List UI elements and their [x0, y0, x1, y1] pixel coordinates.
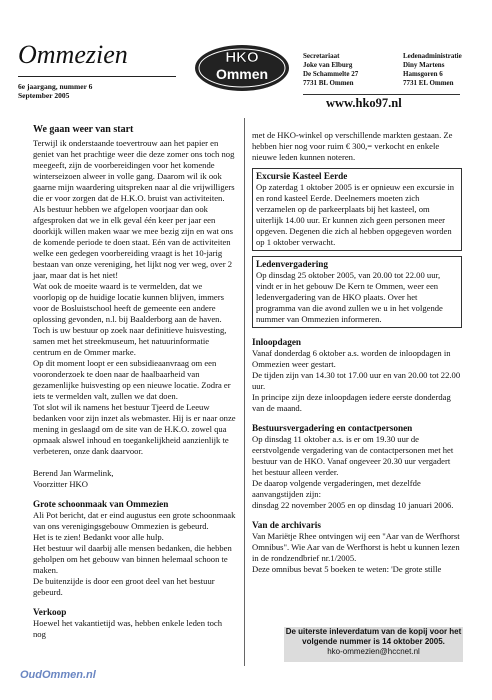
signature-role: Voorzitter HKO — [33, 479, 88, 489]
section-paragraph: Op dinsdag 11 oktober a.s. is er om 19.30 uur de eerstvolgende vergadering van de contactpersonen met het bestuur van de HKO. Vanaf ongeveer 20.30 uur vergadert het bestuur alleen verder. — [252, 434, 454, 477]
section-paragraph: dinsdag 22 november 2005 en op dinsdag 10 januari 2006. — [252, 500, 454, 510]
column-divider — [244, 118, 245, 666]
section-paragraph: Deze omnibus bevat 5 boeken te weten: 'De grote stille — [252, 564, 442, 574]
excursie-box — [252, 168, 462, 251]
issue-number: 6e jaargang, nummer 6 — [18, 82, 93, 91]
section-paragraph: Op zaterdag 1 oktober 2005 is er opnieuw een excursie in en rond kasteel Eerde. Deelnemers moeten zich verzamelen op de parkeerplaats bij het kasteel, om uiterlijk 14.00 uur. Er kunnen zich geen personen meer opgeven. Degenen die zich al hebben opgegeven worden op 1 oktober verwacht. — [256, 182, 455, 247]
issue-date: September 2005 — [18, 90, 70, 100]
email-address[interactable]: hko-ommezien@hccnet.nl — [327, 647, 420, 656]
logo-text-bottom: Ommen — [215, 66, 269, 82]
oudommen-logo: OudOmmen.nl — [20, 669, 96, 681]
article-headline: We gaan weer van start — [33, 124, 134, 135]
section-title-inloopdagen: Inloopdagen — [252, 337, 302, 347]
issue-info — [18, 83, 92, 100]
section-title-bestuursvergadering: Bestuursvergadering en contactpersonen — [252, 423, 413, 433]
newsletter-title: Ommezien — [18, 40, 128, 69]
section-paragraph: Ali Pot bericht, dat er eind augustus een grote schoonmaak van ons verenigingsgebouw Ommezien is gebeurd. — [33, 510, 236, 531]
deadline-notice — [284, 627, 463, 662]
address-rule — [303, 94, 460, 95]
continued-paragraph: met de HKO-winkel op verschillende markten gestaan. Ze hebben hier nog voor ruim € 300,= verkocht en enkele nieuwe leden kunnen noteren. — [252, 130, 453, 162]
section-paragraph: Het is te zien! Bedankt voor alle hulp. — [33, 532, 164, 542]
article-paragraph: Terwijl ik onderstaande toevertrouw aan het papier en geniet van het prachtige weer die deze zomer ons toch nog meegeeft, zijn de voorbereidingen voor het komende winterseizoen alweer in volle gang. Daarom wil ik ook gaarne mijn waardering uitspreken naar al die vrijwilligers die er voor zorgen dat de H.K.O. bruist van activiteiten. Als bestuur hebben we afgelopen voorjaar dan ook afgesproken dat we in elk geval één keer per jaar een doorkijk willen maken waar we mee bezig zijn en wat ons de komende periode te doen staat. Eén van de activiteiten welke een gedegen voorbereiding vraagt is het 10-jarig bestaan van onze vereniging, het lijkt nog ver weg, over 2 jaar, maar dat is het niet! — [33, 138, 235, 280]
section-paragraph: De tijden zijn van 14.30 tot 17.00 uur en van 20.00 tot 22.00 uur. — [252, 370, 461, 391]
section-paragraph: Hoewel het vakantietijd was, hebben enkele leden toch nog — [33, 618, 222, 639]
section-paragraph: De buitenzijde is door een groot deel van het bestuur gebeurd. — [33, 576, 215, 597]
deadline-text: De uiterste inleverdatum van de kopij voor het volgende nummer is 14 oktober 2005. — [285, 627, 462, 646]
title-rule — [18, 76, 176, 77]
section-title-schoonmaak: Grote schoonmaak van Ommezien — [33, 499, 169, 509]
section-paragraph: De daarop volgende vergaderingen, met dezelfde aanvangstijden zijn: — [252, 478, 421, 499]
hko-logo — [190, 38, 294, 96]
ledenvergadering-box — [252, 256, 462, 328]
section-title-ledenvergadering: Ledenvergadering — [256, 259, 328, 269]
section-paragraph: Het bestuur wil daarbij alle mensen bedanken, die hebben geholpen om het gebouw van binnen helemaal schoon te maken. — [33, 543, 232, 575]
secretariaat-address: Secretariaat Joke van Elburg De Schammelte 27 7731 BL Ommen — [303, 52, 359, 87]
article-paragraph: Toch is uw bestuur op zoek naar definitieve huisvesting, samen met het streekmuseum, het natuurinformatie centrum en de Ommer marke. — [33, 325, 227, 357]
section-title-archivaris: Van de archivaris — [252, 520, 321, 530]
section-paragraph: Van Mariëtje Rhee ontvingen wij een "Aar van de Werfhorst Omnibus". Wie Aar van de Werfhorst is hebt u kunnen lezen in de rondzendbrief nr.1/2005. — [252, 531, 460, 563]
section-paragraph: In principe zijn deze inloopdagen iedere eerste donderdag van de maand. — [252, 392, 451, 413]
article-paragraph: Op dit moment loopt er een subsidieaanvraag om een vooronderzoek te doen naar de haalbaarheid van gezamenlijke huisvesting op een nieuwe locatie. Zodra er iets te vermelden valt, zullen we dat doen. — [33, 358, 231, 401]
section-title-verkoop: Verkoop — [33, 607, 67, 617]
section-paragraph: Op dinsdag 25 oktober 2005, van 20.00 tot 22.00 uur, vindt er in het gebouw De Kern te Ommen, weer een ledenvergadering van de HKO plaats. Over het programma van die avond zullen we u in het volgende nummer van Ommezien informeren. — [256, 270, 443, 324]
section-title-excursie: Excursie Kasteel Eerde — [256, 171, 348, 181]
right-column — [252, 130, 462, 575]
left-column — [33, 124, 237, 640]
article-paragraph: Tot slot wil ik namens het bestuur Tjeerd de Leeuw bedanken voor zijn inzet als webmaster. Hij is er naar onze mening in geslaagd om de site van de H.K.O. zowel qua opmaak alsweI inhoud en toegankelijkheid aanzienlijk te verbeteren, onze dank daarvoor. — [33, 402, 236, 456]
logo-text-top: HKO — [225, 49, 259, 66]
signature-name: Berend Jan Warmelink, — [33, 468, 114, 478]
article-paragraph: Wat ook de moeite waard is te vermelden, dat we voorlopig op de huidige locatie kunnen blijven, immers voor de Bosluistschool heeft de gemeente een andere oplossing gevonden, n.l. bij Baalderborg aan de haven. — [33, 281, 224, 324]
ledenadministratie-address: Ledenadministratie Diny Martens Hamsgoren 6 7731 EL Ommen — [403, 52, 462, 87]
section-paragraph: Vanaf donderdag 6 oktober a.s. worden de inloopdagen in Ommezien weer gestart. — [252, 348, 451, 369]
website-link[interactable]: www.hko97.nl — [326, 96, 402, 110]
